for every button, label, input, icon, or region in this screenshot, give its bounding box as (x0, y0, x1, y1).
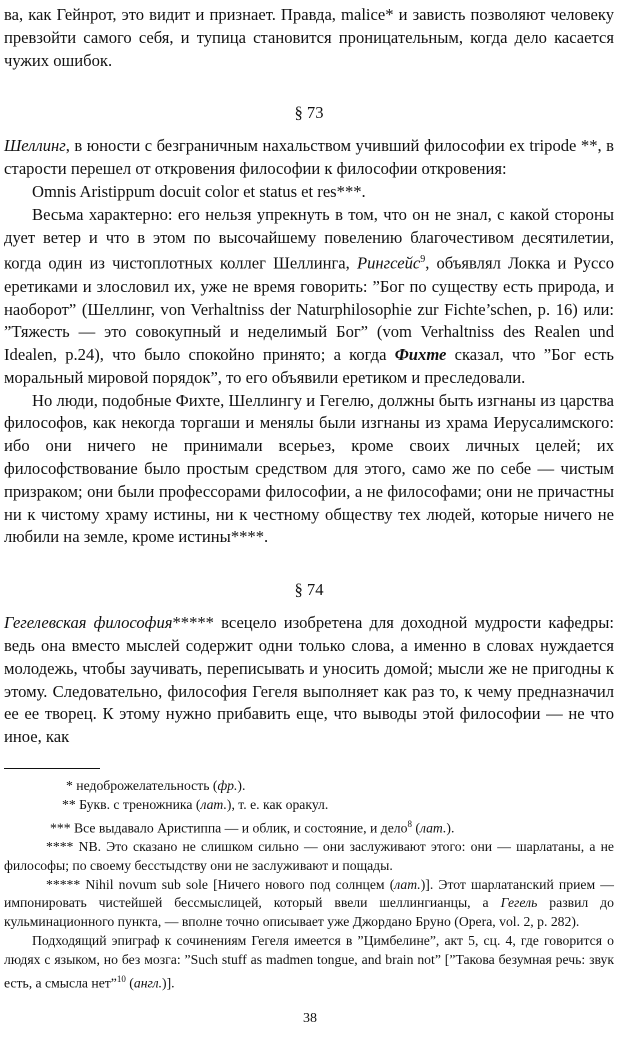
footnote-6 (4, 932, 614, 993)
footnote-5 (4, 876, 614, 932)
section-74-paragraph-1-text: ***** всецело изобретена для доходной мудрости кафедры: ведь она вместо мыслей содержит одни только слова, а именно в словах нуждается молодежь, чтобы заучивать, переписывать и уносить домой; мысли же не пригодны к этому. Следовательно, философия Гегеля выполняет как раз то, к чему предназначил ее ее творец. К этому нужно прибавить еще, что выводы этой философии — не что иное, как (4, 613, 614, 747)
section-73-paragraph-3-text-a: Весьма характерно: его нельзя упрекнуть в том, что он не знал, с какой стороны дует ветер и что в этом по высочайшему повелению благочестивом десятилетии, когда один из чистоплотных коллег Шеллинга, (4, 204, 614, 273)
footnote-1-text: * недоброжелательность ( (66, 778, 218, 794)
section-73-paragraph-3-text-c: сказал, что ”Бог есть моральный мировой порядок”, то его объявили еретиком и преследовали. (4, 345, 614, 387)
footnote-divider (4, 768, 100, 769)
section-73-paragraph-1-text: , в юности с безграничным нахальством учивший философии ex tripode **, в старости перешел от откровения философии к философии откровения: (4, 136, 614, 179)
footnote-6-open: ( (125, 975, 134, 991)
footnote-3-open: ( (411, 820, 420, 836)
section-74-heading: § 74 (294, 580, 324, 600)
footnote-1 (4, 777, 614, 796)
footnote-6-text: Подходящий эпиграф к сочинениям Гегеля имеется в ”Цимбелине”, акт 5, сц. 4, где говорится о людях с языком, но без мозга: ”Such stuff as madmen tongue, and brain not” [”Такова безумная речь: звук есть, а смысла нет” (4, 932, 614, 991)
ringseis-name: Рингсейс (356, 253, 421, 273)
section-73-epigraph: Omnis Aristippum docuit color et status et res***. (32, 181, 366, 201)
footnote-3-text: *** Все выдавало Аристиппа — и облик, и состояние, и дело (50, 820, 408, 836)
footnote-2-lang: лат. (200, 796, 227, 812)
section-74-paragraph-1 (4, 612, 614, 749)
footnote-6-note-ref: 10 (116, 973, 126, 984)
footnote-3 (4, 815, 614, 838)
ringseis-note-ref: 9 (420, 254, 426, 266)
schelling-name: Шеллинг (4, 136, 66, 156)
page-number: 38 (303, 1011, 317, 1026)
footnote-2-text: ** Букв. с треножника ( (62, 796, 201, 812)
hegelian-philosophy-term: Гегелевская философия (4, 613, 173, 633)
footnote-1-lang: фр. (217, 778, 238, 794)
section-73-paragraph-3-text-b: , объявлял Локка и Руссо еретиками и злословил их, уже не время говорить: ”Бог по существу есть природа, и наоборот” (Шеллинг, von Verhaltniss der Naturphilosophie zur Fichte’schen, p. 16) или: ”Тяжесть — это совокупный и неделимый Бог” (vom Verhaltniss des Realen und Idealen, p.24), что было спокойно принято; а когда (4, 253, 614, 365)
fichte-name: Фихте (394, 345, 447, 365)
footnote-5-text-a: ***** Nihil novum sub sole [Ничего нового под солнцем ( (46, 876, 395, 892)
footnote-6-lang: англ. (133, 975, 163, 991)
footnote-2-end: ), т. е. как оракул. (226, 796, 329, 812)
footnote-3-note-ref: 8 (407, 818, 412, 829)
footnote-5-text-b: )]. Этот шарлатанский прием — импонировать чистейшей бессмыслицей, который ввели шеллингианцы, а (4, 876, 614, 911)
footnote-1-end: ). (237, 778, 246, 794)
footnote-3-lang: лат. (419, 820, 447, 836)
section-73-paragraph-1 (4, 135, 614, 181)
continued-paragraph: ва, как Гейнрот, это видит и признает. Правда, malice* и зависть позволяют человеку превзойти самого себя, и тупица становится проницательным, когда дело касается чужих ошибок. (4, 5, 614, 70)
footnote-5-lang: лат. (394, 876, 421, 892)
section-73-paragraph-3 (4, 204, 614, 390)
footnote-6-end: )]. (162, 975, 175, 991)
footnote-5-text-c: развил до кульминационного пункта, — вполне точно описывает уже Джордано Бруно (Opera, vol. 2, p. 282). (4, 895, 614, 930)
footnotes (4, 777, 614, 993)
footnote-5-hegel: Гегель (500, 895, 538, 911)
section-73-heading: § 73 (294, 103, 324, 123)
footnote-2 (4, 796, 614, 815)
section-73-paragraph-4: Но люди, подобные Фихте, Шеллингу и Гегелю, должны быть изгнаны из царства философов, как некогда торгаши и менялы были изгнаны из храма Иерусалимского: ибо они ничего не принимали всерьез, кроме своих личных целей; их философствование было простым средством для этого, само же по себе — чистым призраком; они были профессорами философии, а не философами; они не причастны ни к чистому храму истины, ни к честному обществу тех людей, которые ничего не любили на земле, кроме истины****. (4, 390, 614, 547)
footnote-4: **** NB. Это сказано не слишком сильно — они заслуживают этого: они — шарлатаны, а не философы; по своему бесстыдству они не заслуживают и пощады. (4, 839, 614, 873)
main-text (4, 4, 614, 749)
footnote-3-end: ). (446, 820, 455, 836)
